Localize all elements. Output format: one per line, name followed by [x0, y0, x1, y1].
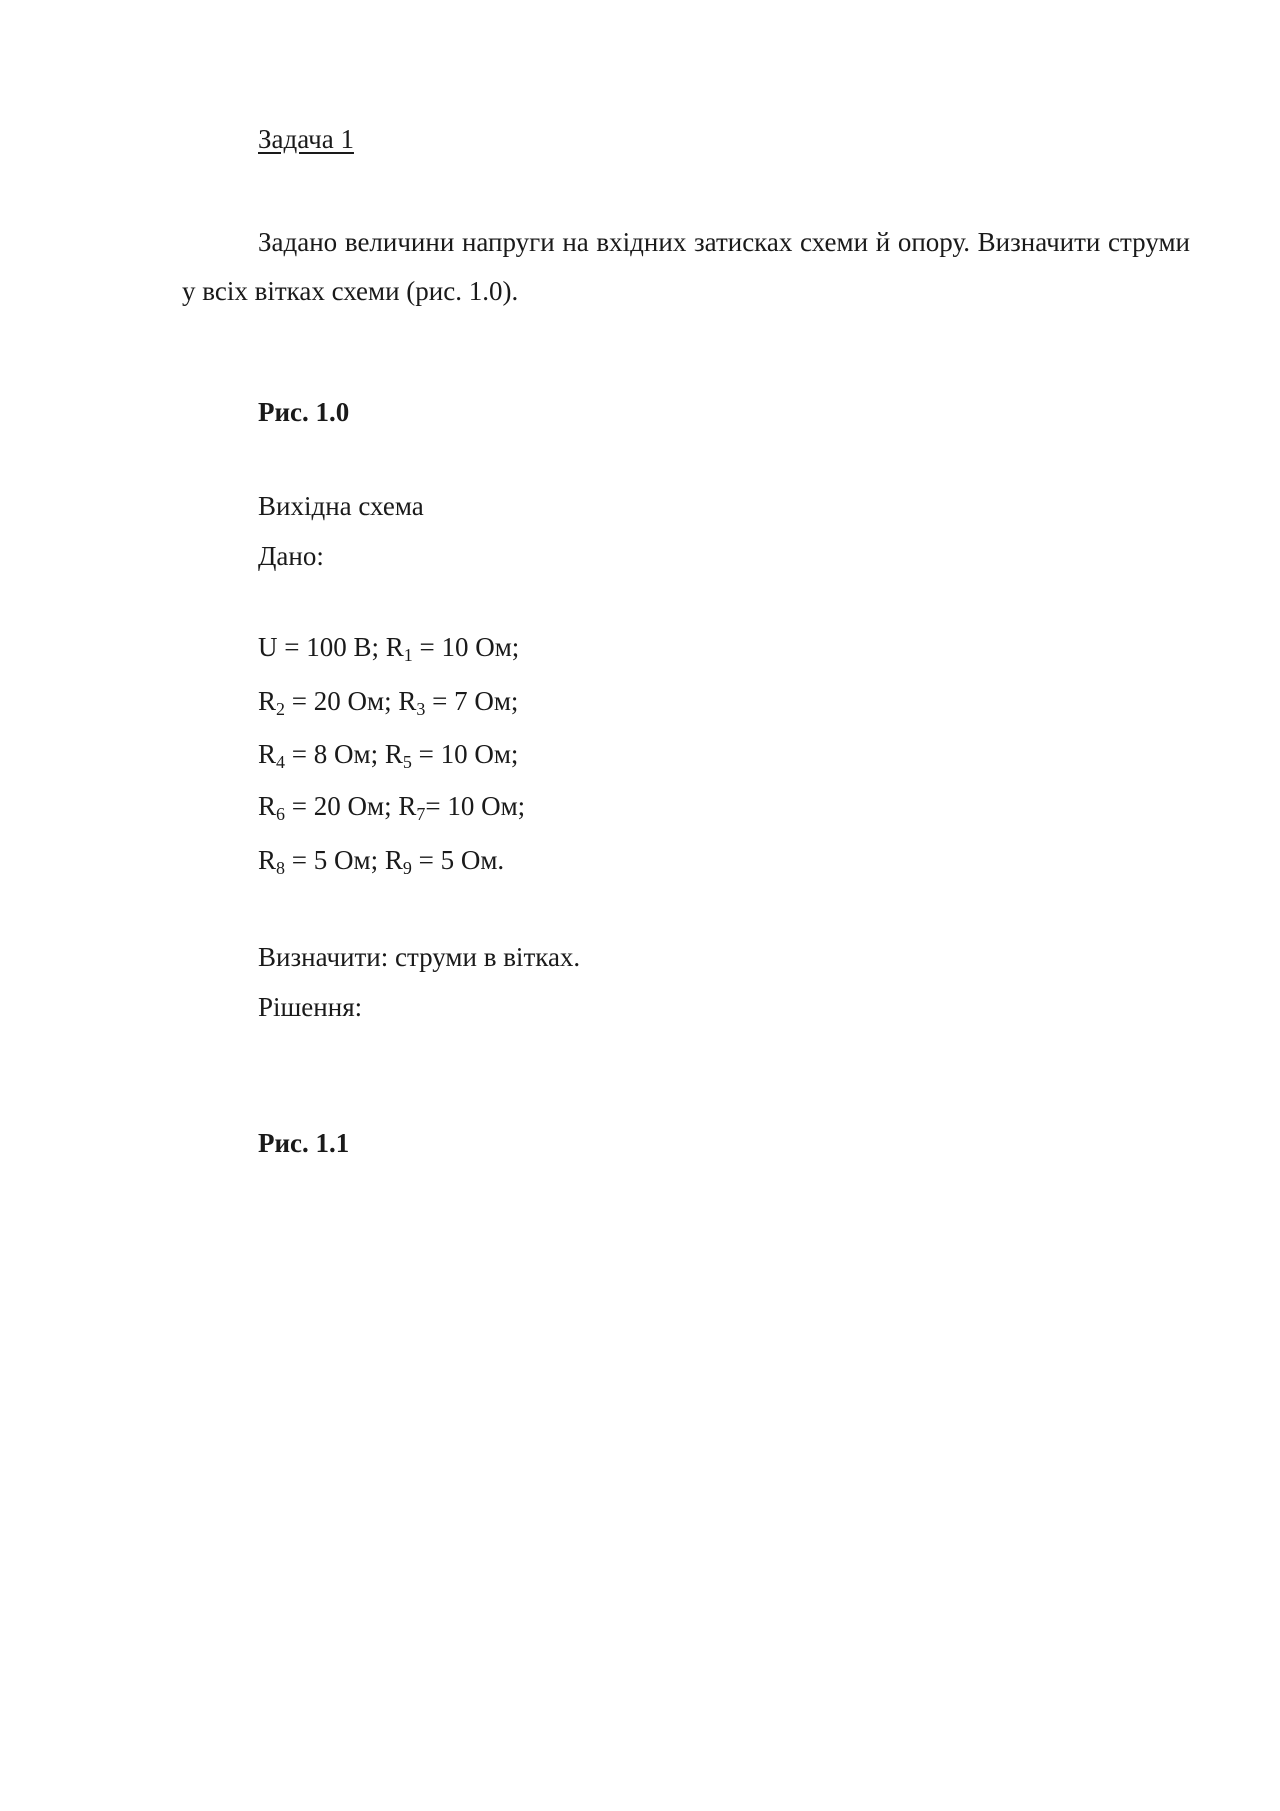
figure-caption-1-0: Рис. 1.0 — [258, 397, 350, 427]
subscript: 8 — [276, 858, 286, 878]
given-text: = 10 Ом; — [425, 791, 526, 821]
given-line-2 — [258, 686, 519, 719]
given-text: = 20 Ом; R — [285, 686, 417, 716]
given-text: R — [258, 686, 277, 716]
subscript: 4 — [276, 752, 286, 772]
given-text: = 7 Ом; — [425, 686, 519, 716]
given-line-5 — [258, 845, 505, 878]
given-line-1 — [258, 632, 520, 665]
subscript: 3 — [416, 699, 426, 719]
given-text: = 10 Ом; — [411, 739, 519, 769]
given-text: R — [258, 739, 277, 769]
given-text: = 10 Ом; — [412, 632, 520, 662]
subscript: 9 — [402, 858, 412, 878]
given-text: = 20 Ом; R — [285, 791, 417, 821]
given-text: = 5 Ом. — [411, 845, 505, 875]
task-statement: Задано величини напруги на вхідних затисках схеми й опору. Визначити струми у всіх вітках схеми (рис. 1.0). — [182, 227, 1190, 306]
given-text: = 8 Ом; R — [285, 739, 403, 769]
subscript: 2 — [276, 699, 286, 719]
subscript: 5 — [402, 752, 412, 772]
subscript: 1 — [403, 645, 413, 665]
figure-caption-1-1: Рис. 1.1 — [258, 1128, 350, 1158]
given-line-4 — [258, 791, 526, 824]
given-line-3 — [258, 739, 519, 772]
given-label: Дано: — [258, 541, 324, 571]
find-label: Визначити: струми в вітках. — [258, 942, 581, 972]
solution-label: Рішення: — [258, 992, 363, 1022]
given-text: = 5 Ом; R — [285, 845, 403, 875]
given-text: R — [258, 845, 277, 875]
task-title: Задача 1 — [258, 124, 354, 154]
subscript: 7 — [416, 804, 426, 824]
given-text: R — [258, 791, 277, 821]
scheme-label: Вихідна схема — [258, 491, 424, 521]
subscript: 6 — [276, 804, 286, 824]
given-text: U = 100 В; R — [258, 632, 404, 662]
